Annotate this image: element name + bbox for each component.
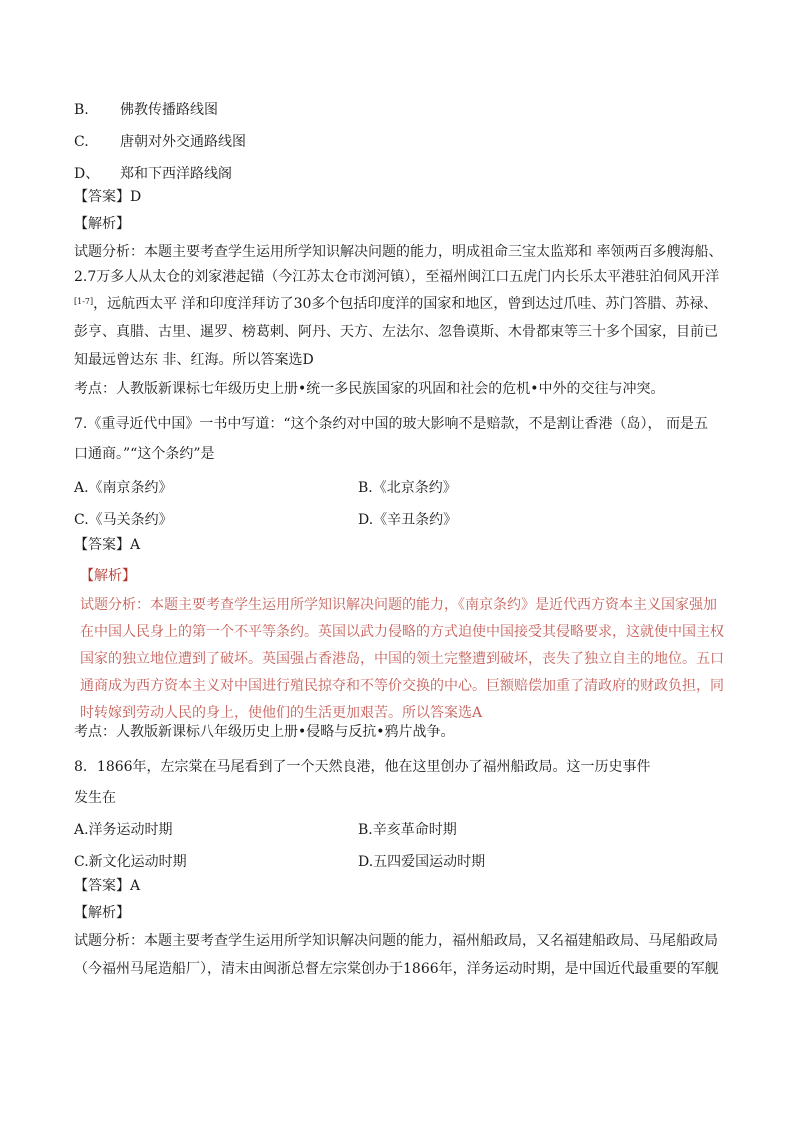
q8-stem-line2: 发生在 bbox=[74, 790, 116, 806]
q6-answer: 【答案】D bbox=[74, 189, 142, 205]
q6-analysis-line: 试题分析：本题主要考查学生运用所学知识解决问题的能力，明成祖命三宝太监郑和 率领两百多艘海船、 bbox=[74, 244, 723, 260]
q7-analysis-line: 时转嫁到劳动人民的身上，使他们的生活更加艰苦。所以答案选A bbox=[80, 705, 483, 721]
q7-stem-line1: 7.《重寻近代中国》一书中写道：“这个条约对中国的玻大影响不是赔款，不是割让香港（岛）， 而是五 bbox=[74, 416, 708, 432]
option-letter: B. bbox=[74, 102, 89, 118]
option-letter: D、 bbox=[74, 166, 100, 182]
q6-analysis-line-3 bbox=[74, 294, 717, 314]
q6-analysis-label: 【解析】 bbox=[74, 216, 130, 232]
q7-analysis-label: 【解析】 bbox=[80, 568, 136, 584]
q7-stem-line2: 口通商。”“这个条约”是 bbox=[74, 446, 215, 462]
q7-option-b: B.《北京条约》 bbox=[358, 480, 457, 496]
q8-option-b: B.辛亥革命时期 bbox=[358, 822, 457, 838]
citation-mark: [1-7] bbox=[74, 297, 94, 306]
q8-answer: 【答案】A bbox=[74, 878, 141, 894]
q6-analysis-line: 彭亨、真腊、古里、暹罗、榜葛剌、阿丹、天方、左法尔、忽鲁谟斯、木骨都束等三十多个国家，目前已 bbox=[74, 324, 718, 340]
option-letter: C. bbox=[74, 134, 89, 150]
q7-analysis-line: 试题分析：本题主要考查学生运用所学知识解决问题的能力，《南京条约》是近代西方资本主义国家强加 bbox=[80, 597, 717, 613]
option-c bbox=[74, 132, 246, 152]
q6-kaodian: 考点：人教版新课标七年级历史上册•统一多民族国家的巩固和社会的危机•中外的交往与冲突。 bbox=[74, 381, 665, 397]
option-d bbox=[74, 164, 232, 184]
option-text: 唐朝对外交通路线图 bbox=[120, 134, 246, 150]
q8-stem-line1: 8．1866年，左宗棠在马尾看到了一个天然良港，他在这里创办了福州船政局。这一历史事件 bbox=[74, 759, 651, 775]
q7-analysis-line: 通商成为西方资本主义对中国进行殖民掠夺和不等价交换的中心。巨额赔偿加重了清政府的财政负担，同 bbox=[80, 678, 724, 694]
option-b bbox=[74, 100, 218, 120]
q8-option-a: A.洋务运动时期 bbox=[74, 822, 173, 838]
q8-analysis-line: 试题分析：本题主要考查学生运用所学知识解决问题的能力，福州船政局，又名福建船政局、马尾船政局 bbox=[74, 933, 718, 949]
q7-answer: 【答案】A bbox=[74, 537, 141, 553]
q7-kaodian: 考点：人教版新课标八年级历史上册•侵略与反抗•鸦片战争。 bbox=[74, 724, 455, 740]
option-text: 佛教传播路线图 bbox=[120, 102, 218, 118]
q7-analysis-line: 国家的独立地位遭到了破坏。英国强占香港岛，中国的领土完整遭到破坏，丧失了独立自主的地位。五口 bbox=[80, 651, 724, 667]
q6-analysis-line: 2.7万多人从太仓的刘家港起锚（今江苏太仓市浏河镇），至福州闽江口五虎门内长乐太平港驻泊伺风开洋 bbox=[74, 269, 720, 285]
q7-option-d: D.《辛丑条约》 bbox=[358, 512, 458, 528]
q8-option-c: C.新文化运动时期 bbox=[74, 854, 187, 870]
q7-option-a: A.《南京条约》 bbox=[74, 480, 173, 496]
q8-analysis-line: （今福州马尾造船厂），清末由闽浙总督左宗棠创办于1866年，洋务运动时期，是中国近代最重要的军舰 bbox=[74, 961, 719, 977]
q8-analysis-label: 【解析】 bbox=[74, 905, 130, 921]
q7-option-c: C.《马关条约》 bbox=[74, 512, 173, 528]
q6-analysis-text: ，远航西太平 洋和印度洋拜访了30多个包括印度洋的国家和地区，曾到达过爪哇、苏门答腊、苏禄、 bbox=[93, 296, 718, 312]
option-text: 郑和下西洋路线阁 bbox=[120, 166, 232, 182]
q8-option-d: D.五四爱国运动时期 bbox=[358, 854, 486, 870]
q6-analysis-line: 知最远曾达东 非、红海。所以答案选D bbox=[74, 352, 314, 368]
q7-analysis-line: 在中国人民身上的第一个不平等条约。英国以武力侵略的方式迫使中国接受其侵略要求，这就使中国主权 bbox=[80, 624, 724, 640]
